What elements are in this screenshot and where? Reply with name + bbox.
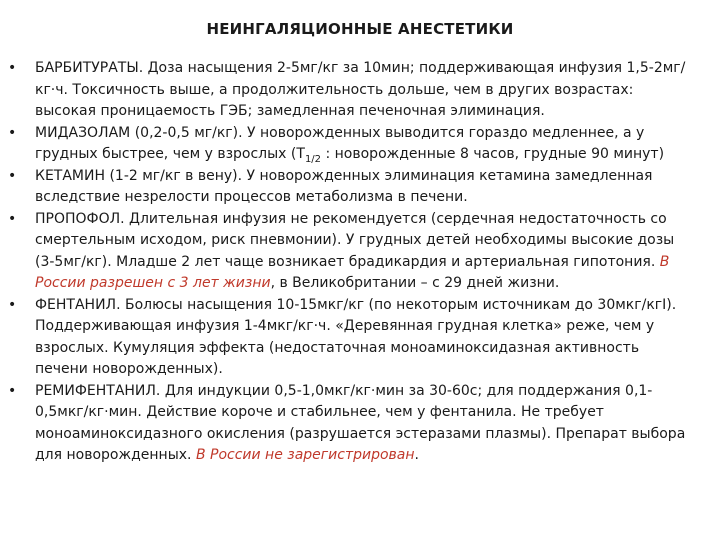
drug-name: РЕМИФЕНТАНИЛ [35, 382, 156, 399]
highlight-text: В России разрешен с 3 лет жизни [35, 253, 670, 291]
bullet-icon: • [8, 60, 17, 76]
item-text: . Длительная инфузия не рекомендуется (сердечная недостаточность со смертельным исходом, риск пневмонии). У грудных детей необходимы высокие дозы (3-5мг/кг). Младше 2 лет чаще возникает брадикардия и артериальная гипотония. [35, 210, 675, 270]
item-text-continued: , в Великобритании – с 29 дней жизни. [270, 275, 560, 291]
drug-name: ПРОПОФОЛ [35, 210, 121, 227]
drug-name: ФЕНТАНИЛ [35, 296, 117, 313]
list-item-barbiturates [0, 58, 720, 123]
bullet-icon: • [8, 210, 17, 227]
half-life-subscript: 1/2 [304, 153, 322, 165]
drug-name: КЕТАМИН [35, 167, 105, 184]
drug-list [0, 58, 720, 467]
item-text-continued: . [414, 447, 419, 463]
list-item-ketamine [0, 166, 720, 209]
item-text: (0,2-0,5 мг/кг). У новорожденных выводится гораздо медленнее, а у грудных быстрее, чем у взрослых (Т [35, 124, 645, 162]
item-text: . Для индукции 0,5-1,0мкг/кг·мин за 30-60с; для поддержания 0,1-0,5мкг/кг·мин. Действие короче и стабильнее, чем у фентанила. Не требует моноаминоксидазного окисления (разрушается эстеразами плазмы). Препарат выбора для новорожденных. [35, 382, 686, 463]
list-item-fentanyl [0, 295, 720, 381]
item-text: . Доза насыщения 2-5мг/кг за 10мин; поддерживающая инфузия 1,5-2мг/кг·ч. Токсичность выше, а продолжительность дольше, чем в других возрастах: высокая проницаемость ГЭБ; замедленная печеночная элиминация. [35, 60, 686, 119]
list-item-remifentanil [0, 381, 720, 467]
bullet-icon: • [8, 382, 17, 399]
drug-name: МИДАЗОЛАМ [35, 124, 131, 141]
item-text: (1-2 мг/кг в вену). У новорожденных элиминация кетамина замедленная вследствие незрелости процессов метаболизма в печени. [35, 167, 653, 205]
bullet-icon: • [8, 124, 17, 141]
item-text-continued: : новорожденные 8 часов, грудные 90 минут) [321, 146, 665, 162]
item-text: . Болюсы насыщения 10-15мкг/кг (по некоторым источникам до 30мкг/кгI). Поддерживающая инфузия 1-4мкг/кг·ч. «Деревянная грудная клетка» реже, чем у взрослых. Кумуляция эффекта (недостаточная моноаминоксидазная активность печени новорожденных). [35, 296, 677, 377]
bullet-icon: • [8, 296, 17, 313]
highlight-text: В России не зарегистрирован [195, 447, 415, 463]
list-item-midazolam [0, 123, 720, 166]
drug-name: БАРБИТУРАТЫ [35, 60, 139, 76]
bullet-icon: • [8, 167, 17, 184]
list-item-propofol [0, 209, 720, 295]
slide-title: НЕИНГАЛЯЦИОННЫЕ АНЕСТЕТИКИ [206, 20, 514, 38]
